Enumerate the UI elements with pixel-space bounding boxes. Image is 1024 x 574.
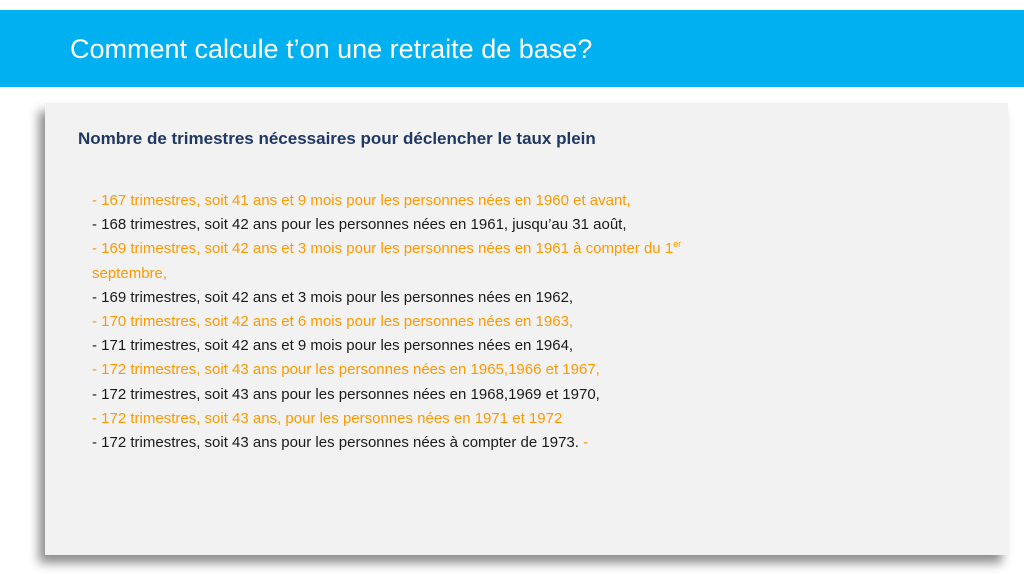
- list-item: [92, 286, 852, 310]
- list-item-text: - 172 trimestres, soit 43 ans pour les personnes nées à compter de 1973.: [92, 434, 579, 452]
- list-item-text: septembre,: [92, 264, 168, 282]
- slide-title: Comment calcule t’on une retraite de base?: [70, 34, 593, 64]
- list-item-text: - 168 trimestres, soit 42 ans pour les personnes nées en 1961, jusqu’au 31 août,: [92, 216, 627, 234]
- list-item: [92, 189, 852, 213]
- list-item-text: - 172 trimestres, soit 43 ans pour les personnes nées en 1968,1969 et 1970,: [92, 385, 600, 403]
- trailing-dash: -: [578, 434, 589, 452]
- list-item: [92, 407, 852, 431]
- title-bar: [0, 10, 1024, 87]
- panel-heading: Nombre de trimestres nécessaires pour déclencher le taux plein: [78, 129, 596, 148]
- list-item: [92, 262, 852, 286]
- list-item: [92, 310, 852, 334]
- requirements-list: [92, 189, 852, 455]
- list-item-text: - 172 trimestres, soit 43 ans, pour les personnes nées en 1971 et 1972: [92, 409, 563, 427]
- list-item: [92, 237, 852, 261]
- list-item-text: - 170 trimestres, soit 42 ans et 6 mois pour les personnes nées en 1963,: [92, 313, 574, 331]
- superscript: er: [673, 239, 682, 250]
- list-item-text: - 169 trimestres, soit 42 ans et 3 mois pour les personnes nées en 1961 à compter du 1: [92, 240, 674, 258]
- list-item-text: - 167 trimestres, soit 41 ans et 9 mois pour les personnes nées en 1960 et avant,: [92, 192, 631, 209]
- list-item: [92, 358, 852, 382]
- list-item: [92, 213, 852, 237]
- list-item-text: - 169 trimestres, soit 42 ans et 3 mois pour les personnes nées en 1962,: [92, 288, 574, 306]
- list-item: [92, 334, 852, 358]
- list-item-text: - 171 trimestres, soit 42 ans et 9 mois pour les personnes nées en 1964,: [92, 337, 574, 355]
- list-item: [92, 431, 852, 455]
- list-item: [92, 383, 852, 407]
- list-item-text: - 172 trimestres, soit 43 ans pour les personnes nées en 1965,1966 et 1967,: [92, 361, 600, 379]
- content-panel: [45, 103, 1008, 555]
